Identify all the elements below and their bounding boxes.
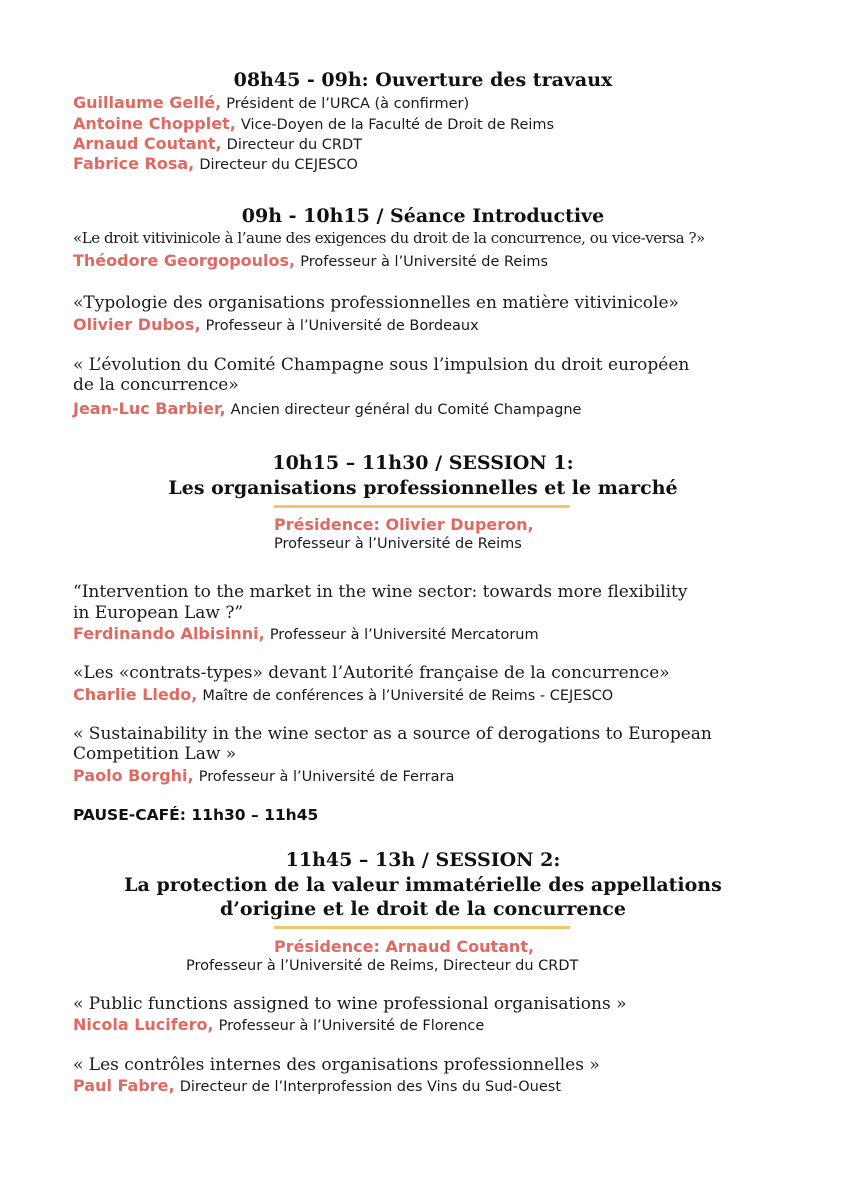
speaker-role: Vice-Doyen de la Faculté de Droit de Reims	[240, 117, 555, 133]
talk-title: « Sustainability in the wine sector as a source of derogations to European	[73, 724, 712, 744]
talk-title: « Public functions assigned to wine professional organisations »	[73, 994, 627, 1014]
speaker-role: Directeur de l’Interprofession des Vins du Sud-Ouest	[179, 1079, 562, 1095]
speaker-line	[73, 315, 479, 334]
speaker-line	[73, 685, 613, 704]
speaker-role: Maître de conférences à l’Université de Reims - CEJESCO	[202, 688, 614, 704]
speaker-name: Fabrice Rosa,	[73, 154, 195, 173]
divider	[274, 505, 570, 508]
session1-heading: Les organisations professionnelles et le marché	[168, 477, 678, 499]
talk-title: « L’évolution du Comité Champagne sous l’impulsion du droit européen	[73, 355, 690, 375]
speaker-line	[73, 766, 454, 785]
speaker-role: Professeur à l’Université de Reims	[300, 254, 549, 270]
talk-title: « Les contrôles internes des organisations professionnelles »	[73, 1055, 600, 1075]
speaker-role: Directeur du CEJESCO	[199, 157, 358, 173]
session2-heading: d’origine et le droit de la concurrence	[220, 898, 626, 920]
speaker-name: Arnaud Coutant,	[73, 134, 222, 153]
speaker-line	[73, 624, 539, 643]
speaker-line	[73, 154, 358, 173]
session2-heading: La protection de la valeur immatérielle des appellations	[124, 874, 722, 896]
speaker-name: Paolo Borghi,	[73, 766, 194, 785]
talk-title: de la concurrence»	[73, 375, 239, 395]
talk-title: «Les «contrats-types» devant l’Autorité française de la concurrence»	[73, 663, 670, 683]
speaker-name: Antoine Chopplet,	[73, 114, 236, 133]
speaker-name: Théodore Georgopoulos,	[73, 251, 296, 270]
presidence-name: Présidence: Arnaud Coutant,	[274, 937, 535, 956]
speaker-name: Nicola Lucifero,	[73, 1015, 214, 1034]
speaker-role: Directeur du CRDT	[226, 137, 362, 153]
talk-title: «Le droit vitivinicole à l’aune des exigences du droit de la concurrence, ou vice-versa ?»	[73, 229, 705, 247]
speaker-name: Guillaume Gellé,	[73, 93, 222, 112]
speaker-role: Professeur à l’Université Mercatorum	[269, 627, 539, 643]
speaker-name: Olivier Dubos,	[73, 315, 201, 334]
speaker-line	[73, 399, 581, 418]
speaker-line	[73, 93, 469, 112]
talk-title: “Intervention to the market in the wine sector: towards more flexibility	[73, 582, 688, 602]
speaker-name: Charlie Lledo,	[73, 685, 198, 704]
session2-heading: 11h45 – 13h / SESSION 2:	[285, 849, 561, 871]
speaker-line	[73, 114, 554, 133]
speaker-name: Paul Fabre,	[73, 1076, 175, 1095]
talk-title: «Typologie des organisations professionnelles en matière vitivinicole»	[73, 293, 679, 313]
pause-cafe: PAUSE-CAFÉ: 11h30 – 11h45	[73, 806, 319, 824]
speaker-role: Président de l’URCA (à confirmer)	[226, 96, 470, 112]
speaker-line	[73, 251, 548, 270]
talk-title: Competition Law »	[73, 744, 237, 764]
talk-title: in European Law ?”	[73, 603, 244, 623]
opening-heading: 08h45 - 09h: Ouverture des travaux	[233, 69, 613, 91]
speaker-line	[73, 1076, 561, 1095]
presidence-role: Professeur à l’Université de Reims	[274, 536, 522, 552]
session1-heading: 10h15 – 11h30 / SESSION 1:	[272, 452, 574, 474]
intro-heading: 09h - 10h15 / Séance Introductive	[241, 205, 605, 227]
speaker-role: Professeur à l’Université de Ferrara	[198, 769, 455, 785]
speaker-line	[73, 134, 362, 153]
speaker-name: Jean-Luc Barbier,	[73, 399, 226, 418]
presidence-name: Présidence: Olivier Duperon,	[274, 515, 534, 534]
speaker-role: Ancien directeur général du Comité Champagne	[230, 402, 582, 418]
speaker-role: Professeur à l’Université de Florence	[218, 1018, 485, 1034]
divider	[274, 926, 570, 929]
speaker-name: Ferdinando Albisinni,	[73, 624, 265, 643]
presidence-role: Professeur à l’Université de Reims, Directeur du CRDT	[186, 958, 579, 974]
speaker-line	[73, 1015, 484, 1034]
speaker-role: Professeur à l’Université de Bordeaux	[205, 318, 479, 334]
